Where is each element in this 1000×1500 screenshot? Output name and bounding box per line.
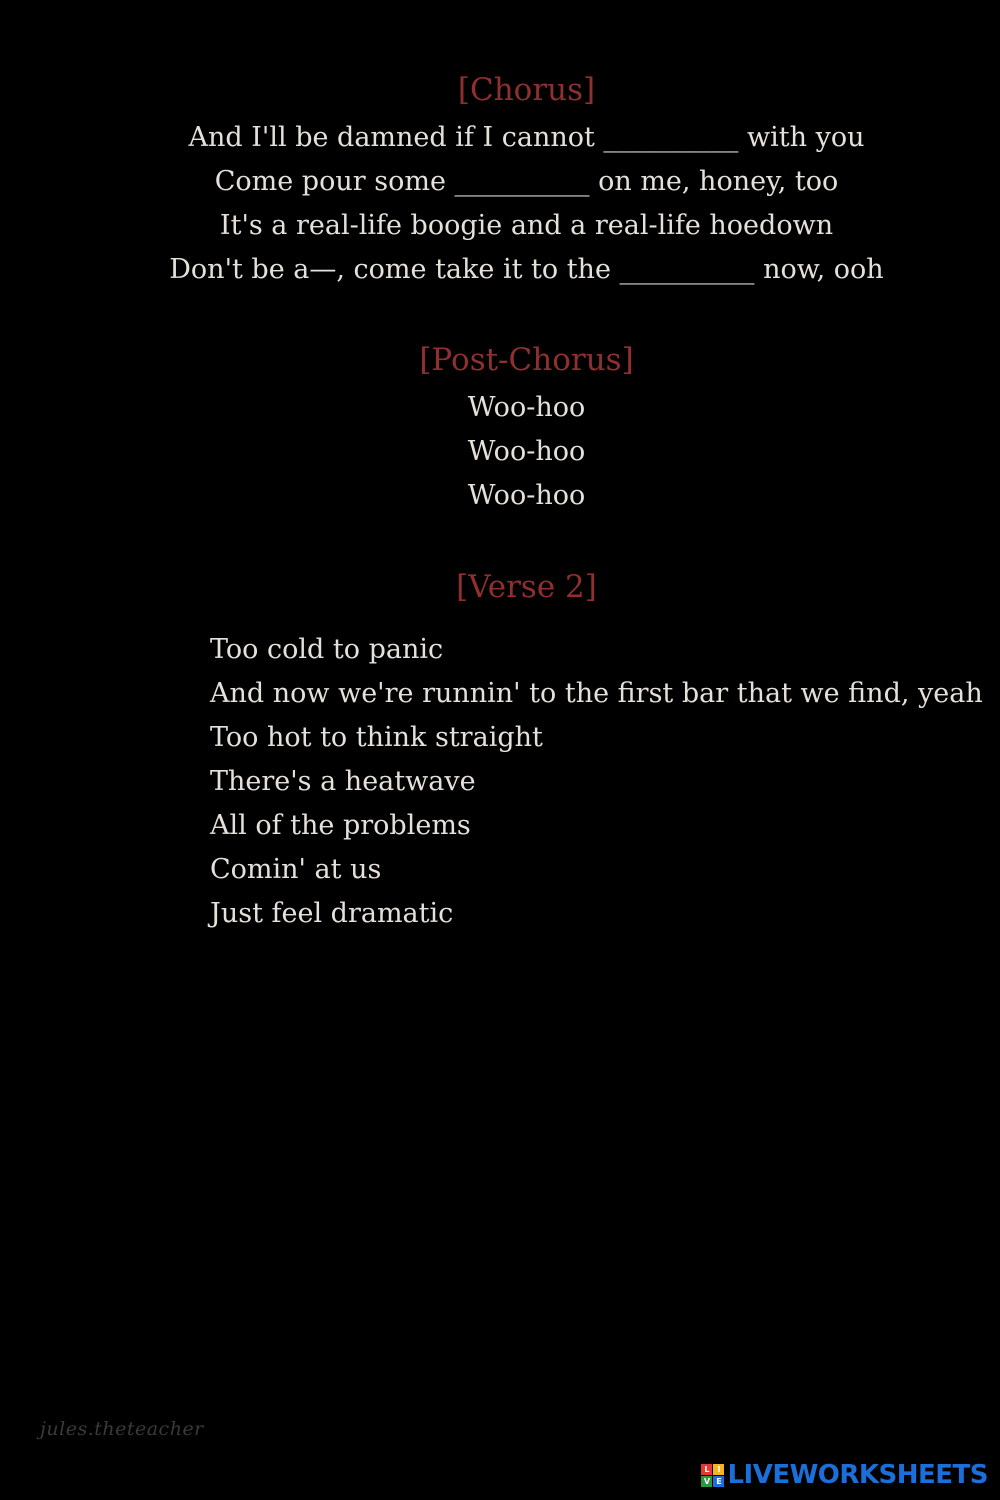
verse2-line-5: All of the problems <box>210 810 471 841</box>
chorus-line-2: Come pour some __________ on me, honey, too <box>214 166 839 197</box>
chorus-line-1: And I'll be damned if I cannot __________ with you <box>188 122 865 153</box>
liveworksheets-logo[interactable] <box>701 1460 988 1490</box>
chorus-heading: [Chorus] <box>457 72 596 108</box>
post-chorus-heading: [Post-Chorus] <box>419 342 634 378</box>
verse2-line-4: There's a heatwave <box>210 766 476 797</box>
post-chorus-line-3: Woo-hoo <box>467 480 586 511</box>
verse2-line-2: And now we're runnin' to the first bar that we find, yeah <box>210 678 983 709</box>
live-badge-letter: I <box>713 1464 724 1475</box>
live-badge-letter: E <box>713 1476 724 1487</box>
live-badge-icon <box>701 1464 724 1487</box>
verse2-line-7: Just feel dramatic <box>210 898 454 929</box>
liveworksheets-wordmark: LIVEWORKSHEETS <box>727 1460 988 1490</box>
chorus-line-3: It's a real-life boogie and a real-life hoedown <box>219 210 834 241</box>
post-chorus-line-1: Woo-hoo <box>467 392 586 423</box>
verse2-line-6: Comin' at us <box>210 854 382 885</box>
live-badge-letter: L <box>701 1464 712 1475</box>
verse2-line-1: Too cold to panic <box>210 634 444 665</box>
live-badge-letter: V <box>701 1476 712 1487</box>
chorus-line-4: Don't be a—, come take it to the __________ now, ooh <box>169 254 884 285</box>
post-chorus-line-2: Woo-hoo <box>467 436 586 467</box>
verse2-line-3: Too hot to think straight <box>210 722 543 753</box>
verse2-heading: [Verse 2] <box>456 569 597 605</box>
author-watermark: jules.theteacher <box>40 1418 204 1440</box>
